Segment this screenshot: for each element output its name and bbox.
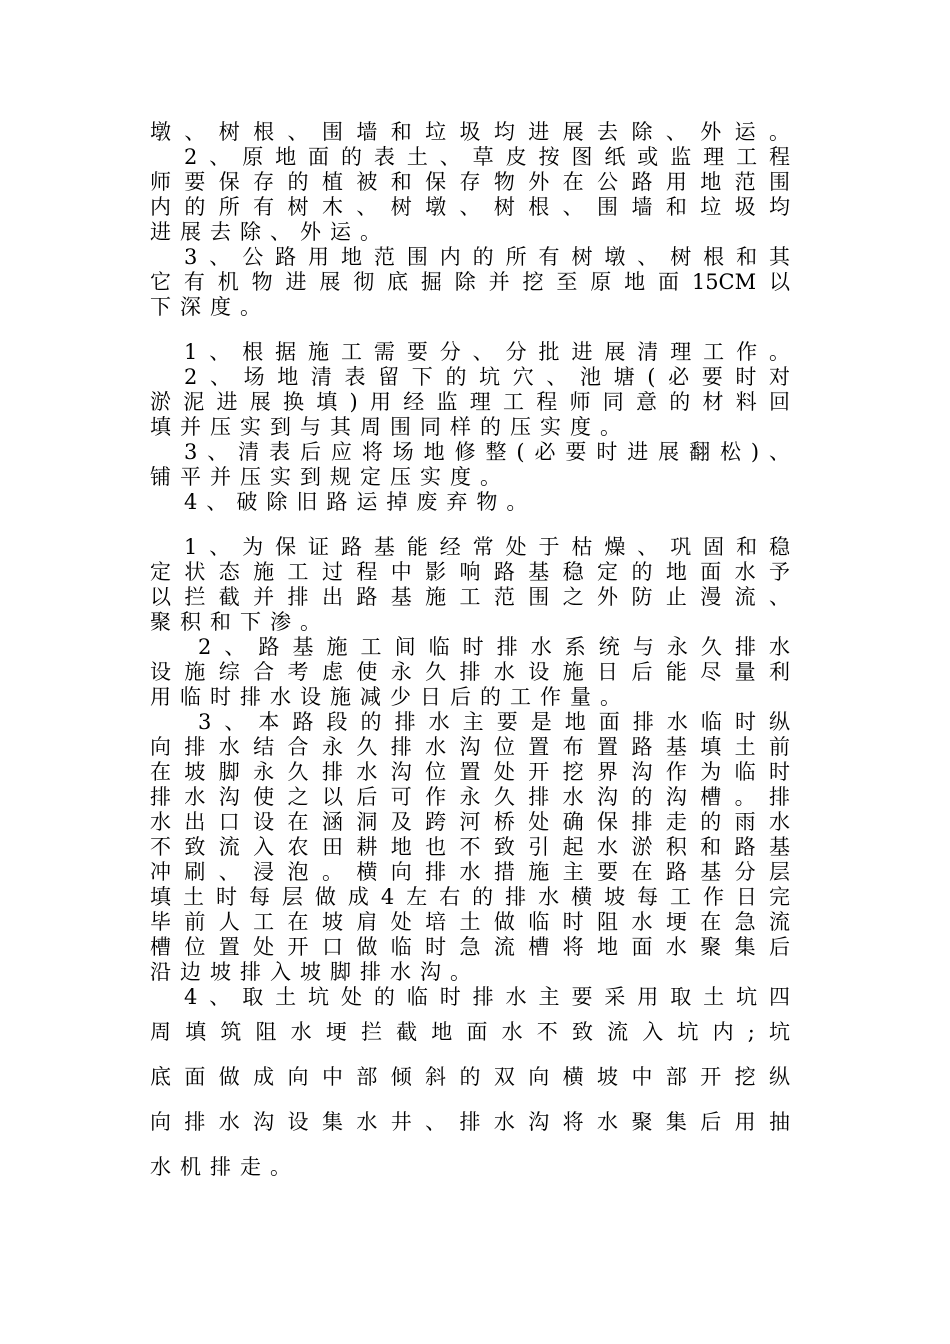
text-line: 3、清表后应将场地修整(必要时进展翻松)、 (184, 440, 790, 464)
text-line: 毕前人工在坡肩处培土做临时阻水埂在急流 (150, 910, 790, 934)
text-line: 下深度。 (150, 295, 270, 319)
text-line: 定状态施工过程中影响路基稳定的地面水予 (150, 560, 790, 584)
text-line: 向排水结合永久排水沟位置布置路基填土前 (150, 735, 790, 759)
text-line: 用临时排水设施减少日后的工作量。 (150, 685, 630, 709)
text-line: 周填筑阻水埂拦截地面水不致流入坑内;坑 (150, 1020, 790, 1044)
paragraph-group (150, 120, 790, 320)
text-line: 2、路基施工间临时排水系统与永久排水 (198, 635, 790, 659)
text-line: 以拦截并排出路基施工范围之外防止漫流、 (150, 585, 790, 609)
text-line: 设施综合考虑使永久排水设施日后能尽量利 (150, 660, 790, 684)
text-line: 4、取土坑处的临时排水主要采用取土坑四 (184, 985, 790, 1009)
text-line: 1、根据施工需要分、分批进展清理工作。 (184, 340, 790, 364)
paragraph-gap (150, 320, 790, 340)
paragraph-group (150, 340, 790, 515)
text-line: 水出口设在涵洞及跨河桥处确保排走的雨水 (150, 810, 790, 834)
text-line: 槽位置处开口做临时急流槽将地面水聚集后 (150, 935, 790, 959)
text-line: 内的所有树木、树墩、树根、围墙和垃圾均 (150, 195, 790, 219)
text-line: 师要保存的植被和保存物外在公路用地范围 (150, 170, 790, 194)
text-line: 向排水沟设集水井、排水沟将水聚集后用抽 (150, 1110, 790, 1134)
text-line: 2、原地面的表土、草皮按图纸或监理工程 (184, 145, 790, 169)
text-line: 淤泥进展换填)用经监理工程师同意的材料回 (150, 390, 790, 414)
text-line: 冲刷、浸泡。横向排水措施主要在路基分层 (150, 860, 790, 884)
text-line: 3、本路段的排水主要是地面排水临时纵 (198, 710, 790, 734)
text-line: 水机排走。 (150, 1155, 300, 1179)
loose-spaced-lines (150, 1010, 790, 1190)
text-line: 铺平并压实到规定压实度。 (150, 465, 510, 489)
paragraph-group (150, 535, 790, 1190)
text-line: 2、场地清表留下的坑穴、池塘(必要时对 (184, 365, 790, 389)
text-line: 在坡脚永久排水沟位置处开挖界沟作为临时 (150, 760, 790, 784)
document-page (150, 120, 790, 1190)
text-line: 它有机物进展彻底掘除并挖至原地面15CM以 (150, 270, 790, 294)
text-line: 聚积和下渗。 (150, 610, 330, 634)
text-line: 排水沟使之以后可作永久排水沟的沟槽。排 (150, 785, 790, 809)
text-line: 沿边坡排入坡脚排水沟。 (150, 960, 480, 984)
text-line: 填土时每层做成4左右的排水横坡每工作日完 (150, 885, 790, 909)
text-line: 进展去除、外运。 (150, 220, 390, 244)
text-line: 4、破除旧路运掉废弃物。 (184, 490, 537, 514)
text-line: 底面做成向中部倾斜的双向横坡中部开挖纵 (150, 1065, 790, 1089)
paragraph-gap (150, 515, 790, 535)
text-line: 1、为保证路基能经常处于枯燥、巩固和稳 (184, 535, 790, 559)
text-line: 填并压实到与其周围同样的压实度。 (150, 415, 630, 439)
text-line: 3、公路用地范围内的所有树墩、树根和其 (184, 245, 790, 269)
text-line: 墩、树根、围墙和垃圾均进展去除、外运。 (150, 120, 790, 144)
text-line: 不致流入农田耕地也不致引起水淤积和路基 (150, 835, 790, 859)
